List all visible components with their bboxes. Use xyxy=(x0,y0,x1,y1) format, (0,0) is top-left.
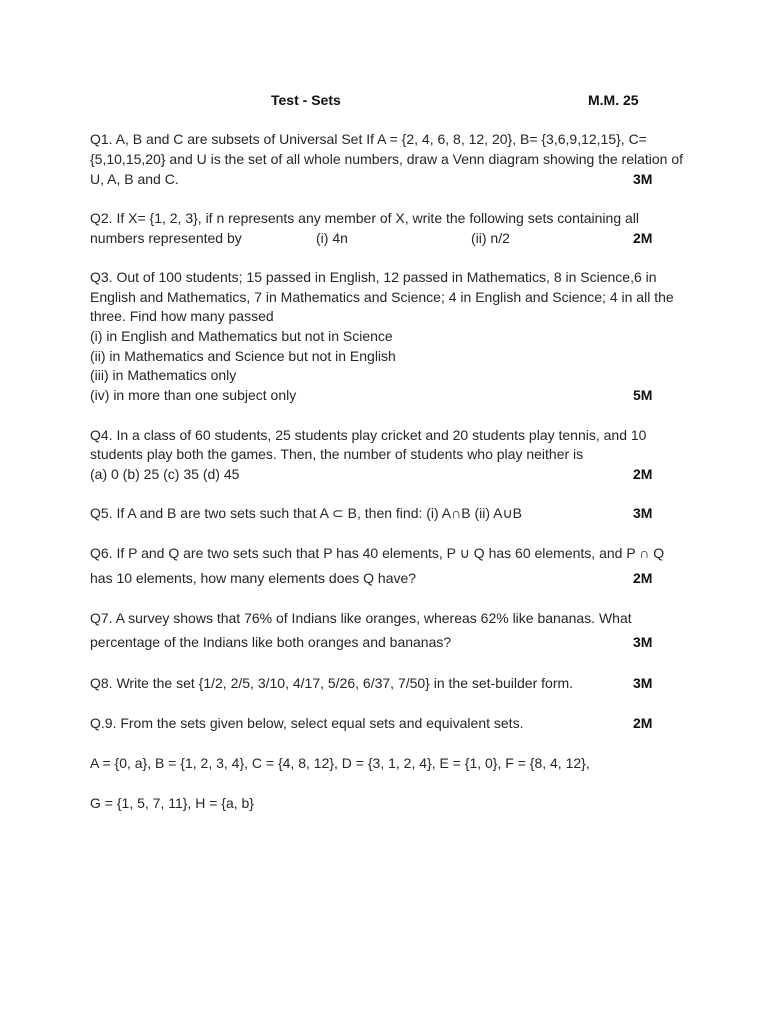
q1-line-2: {5,10,15,20} and U is the set of all whole numbers, draw a Venn diagram showing the relation of xyxy=(90,151,684,167)
q4-line-1: Q4. In a class of 60 students, 25 students play cricket and 20 students play tennis, and 10 xyxy=(90,427,647,443)
q7-line-2: percentage of the Indians like both oranges and bananas? xyxy=(90,634,452,650)
q2-option-ii: (ii) n/2 xyxy=(471,230,510,246)
q1-marks: 3M xyxy=(633,171,653,187)
q6-line-2: has 10 elements, how many elements does Q have? xyxy=(90,570,417,586)
q1-line-1: Q1. A, B and C are subsets of Universal Set If A = {2, 4, 6, 8, 12, 20}, B= {3,6,9,12,15}, C= xyxy=(90,131,647,147)
q3-line-2: English and Mathematics, 7 in Mathematics and Science; 4 in English and Science; 4 in all the xyxy=(90,289,674,305)
q1-line-3: U, A, B and C. xyxy=(90,171,179,187)
q3-line-1: Q3. Out of 100 students; 15 passed in English, 12 passed in Mathematics, 8 in Science,6 in xyxy=(90,269,657,285)
q6-marks: 2M xyxy=(633,570,653,586)
q8-marks: 3M xyxy=(633,675,653,691)
q4-options: (a) 0 (b) 25 (c) 35 (d) 45 xyxy=(90,466,240,482)
q3-part-ii: (ii) in Mathematics and Science but not in English xyxy=(90,348,396,364)
q3-part-i: (i) in English and Mathematics but not in Science xyxy=(90,328,393,344)
page-title: Test - Sets xyxy=(271,92,341,108)
q7-marks: 3M xyxy=(633,634,653,650)
q2-line-1: Q2. If X= {1, 2, 3}, if n represents any member of X, write the following sets containing all xyxy=(90,210,640,226)
q4-line-2: students play both the games. Then, the number of students who play neither is xyxy=(90,446,584,462)
q7-line-1: Q7. A survey shows that 76% of Indians like oranges, whereas 62% like bananas. What xyxy=(90,610,632,626)
q9-line-1: Q.9. From the sets given below, select equal sets and equivalent sets. xyxy=(90,715,524,731)
q9-marks: 2M xyxy=(633,715,653,731)
q4-marks: 2M xyxy=(633,466,653,482)
q8-line-1: Q8. Write the set {1/2, 2/5, 3/10, 4/17, 5/26, 6/37, 7/50} in the set-builder form. xyxy=(90,675,574,691)
q2-marks: 2M xyxy=(633,230,653,246)
q3-part-iv: (iv) in more than one subject only xyxy=(90,387,297,403)
max-marks: M.M. 25 xyxy=(588,92,639,108)
q2-line-2: numbers represented by xyxy=(90,230,242,246)
q3-line-3: three. Find how many passed xyxy=(90,308,274,324)
q5-line-1: Q5. If A and B are two sets such that A ⊂ B, then find: (i) A∩B (ii) A∪B xyxy=(90,505,523,521)
q3-marks: 5M xyxy=(633,387,653,403)
q6-line-1: Q6. If P and Q are two sets such that P has 40 elements, P ∪ Q has 60 elements, and P ∩ Q xyxy=(90,545,665,561)
q9-sets-line-1: A = {0, a}, B = {1, 2, 3, 4}, C = {4, 8, 12}, D = {3, 1, 2, 4}, E = {1, 0}, F = {8, 4, 12}, xyxy=(90,755,590,771)
q5-marks: 3M xyxy=(633,505,653,521)
q9-sets-line-2: G = {1, 5, 7, 11}, H = {a, b} xyxy=(90,795,254,811)
q2-option-i: (i) 4n xyxy=(316,230,348,246)
q3-part-iii: (iii) in Mathematics only xyxy=(90,367,237,383)
